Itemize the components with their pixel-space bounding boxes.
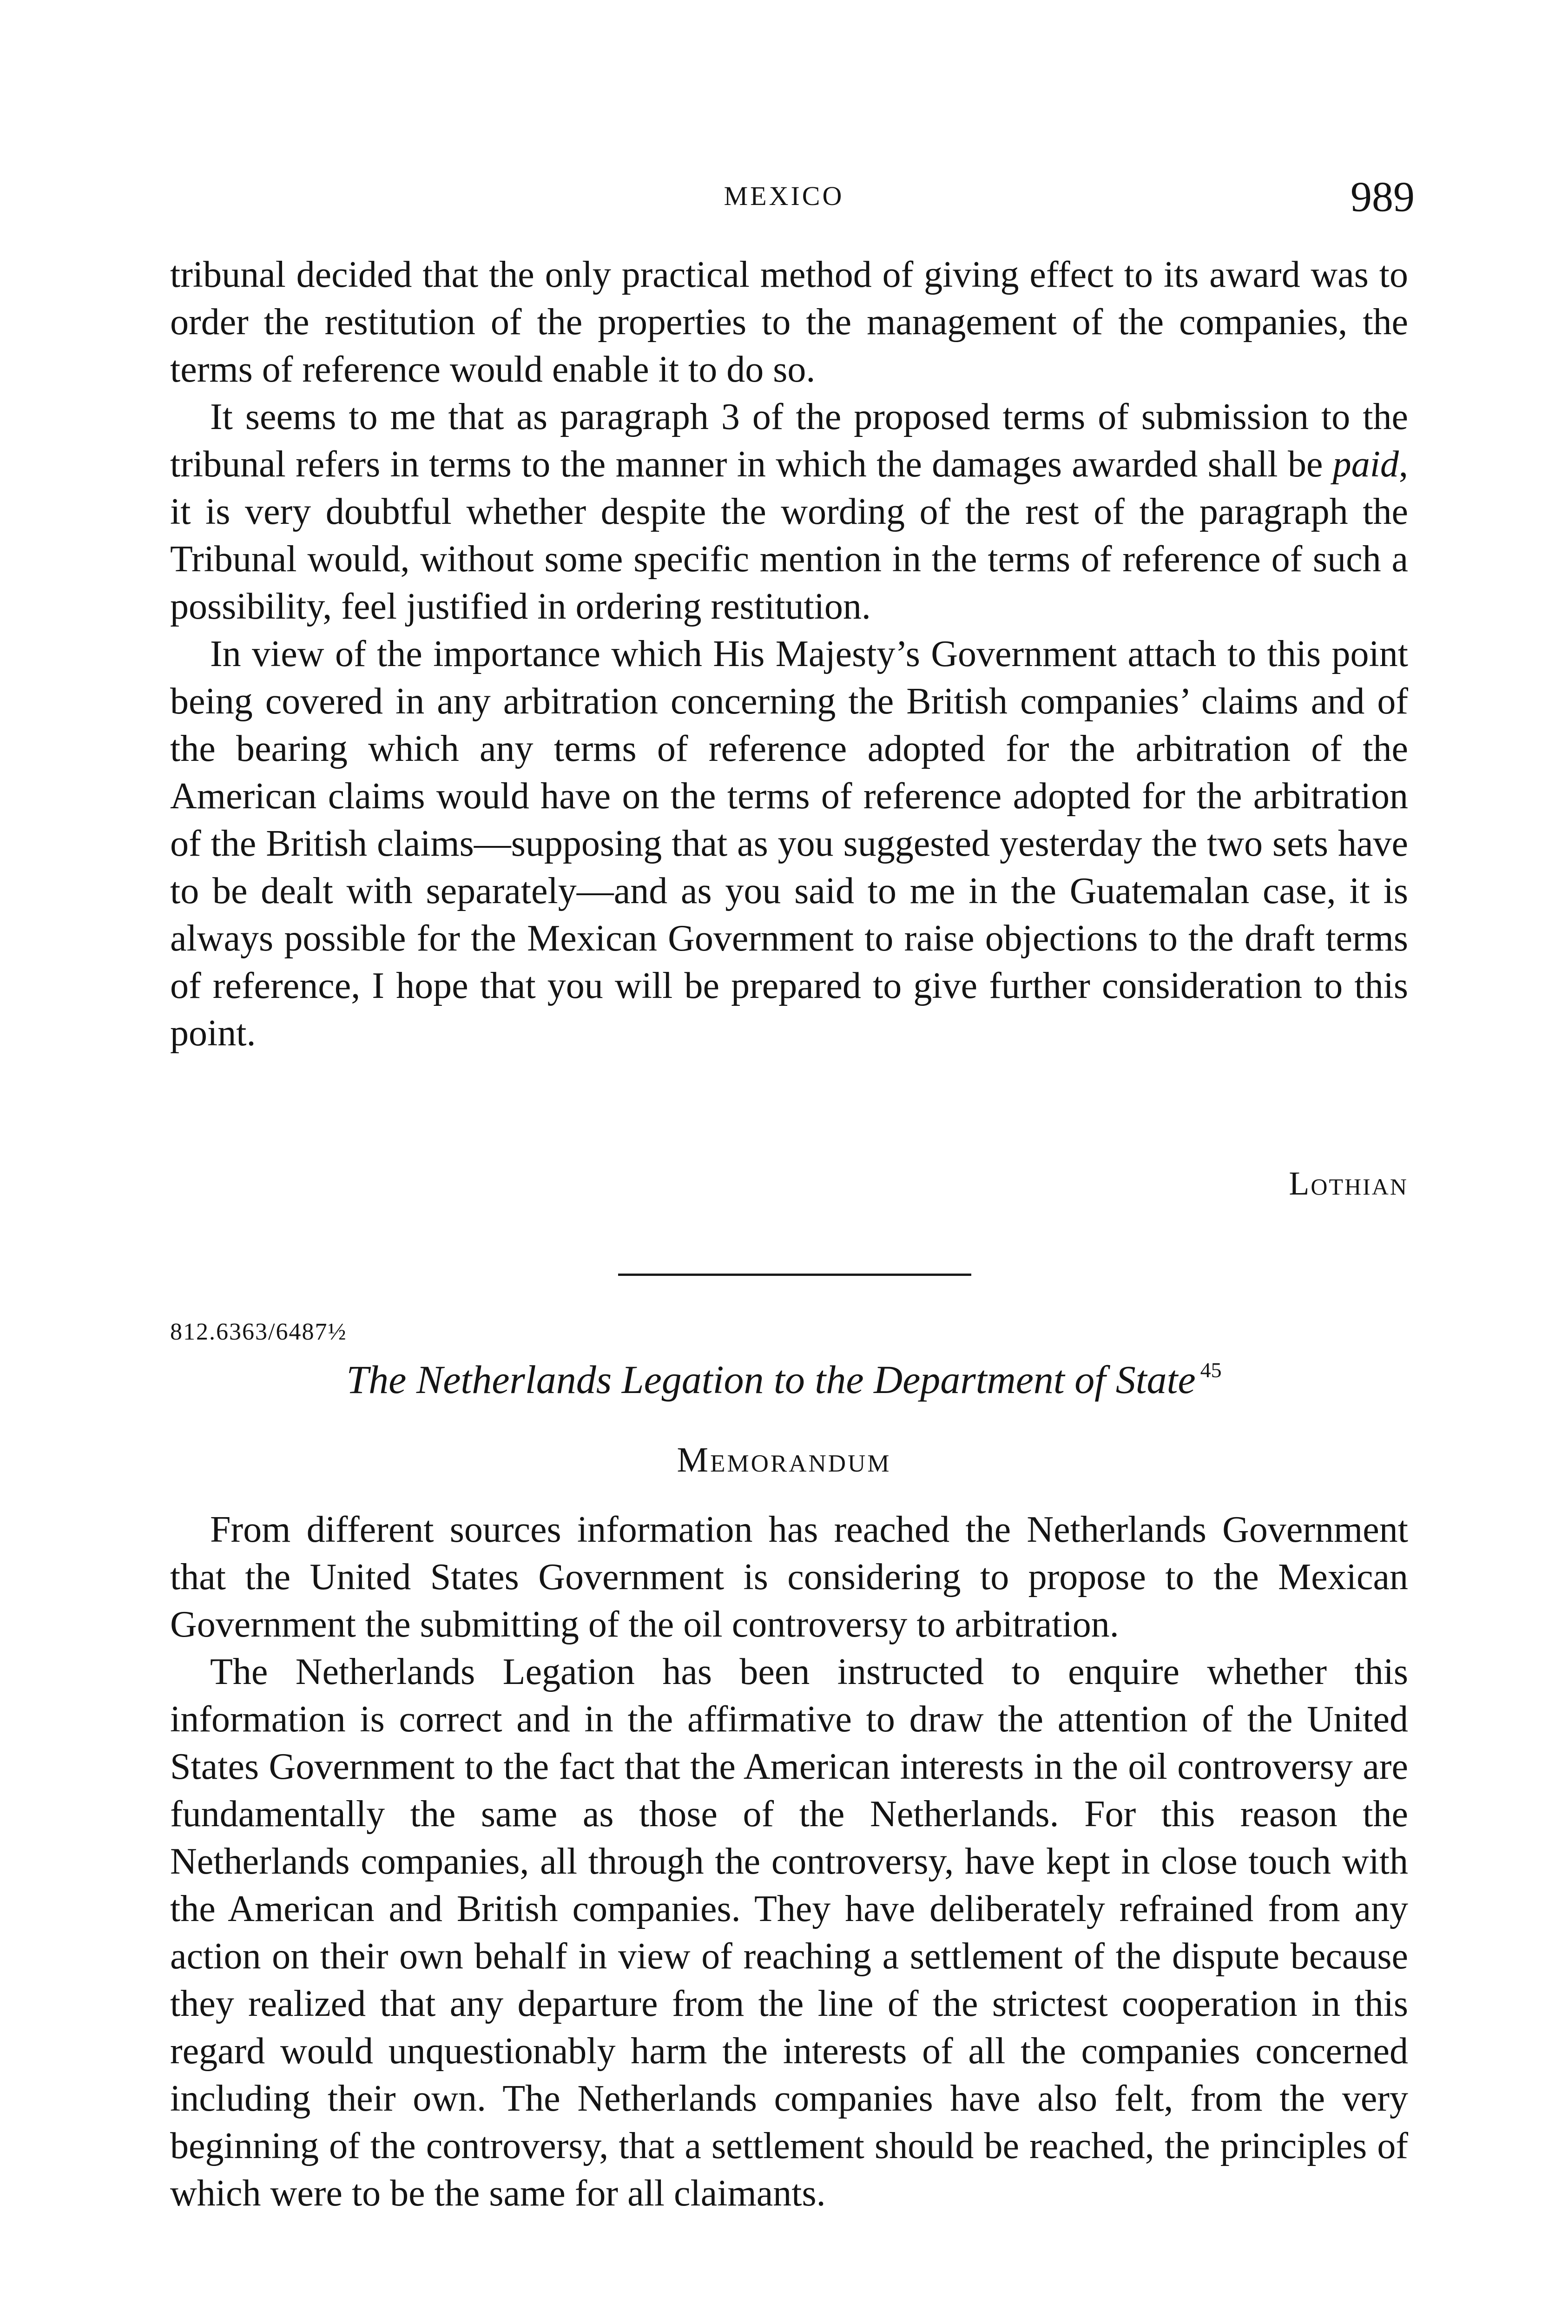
running-head [0, 172, 1568, 228]
page-number: 989 [1351, 173, 1415, 220]
emphasized-word: paid [1332, 444, 1399, 485]
document-title [0, 1356, 1568, 1403]
paragraph-text: , it is very doubtful whether despite the wording of the rest of the paragraph the Tribunal would, without some specific mention in the terms of reference of such a possibility, feel justified in ordering restitution. [170, 444, 1408, 627]
paragraph-continued: tribunal decided that the only practical method of giving effect to its award was to order the restitution of the properties to the management of the companies, the terms of reference would enable it to do so. [170, 254, 1408, 390]
paragraph: The Netherlands Legation has been instructed to enquire whether this information is correct and in the affirmative to draw the attention of the United States Government to the fact that the American interests in the oil controversy are fundamentally the same as those of the Netherlands. For this reason the Netherlands companies, all through the controversy, have kept in close touch with the American and British companies. They have deliberately refrained from any action on their own behalf in view of reaching a settlement of the dispute because they realized that any departure from the line of the strictest cooperation in this regard would unquestionably harm the interests of all the companies concerned including their own. The Netherlands companies have also felt, from the very beginning of the controversy, that a settlement should be reached, the principles of which were to be the same for all claimants. [170, 1651, 1408, 2214]
letter-body [170, 251, 1408, 1057]
memorandum-body [170, 1506, 1408, 2217]
document-title-text: The Netherlands Legation to the Department of State [346, 1357, 1196, 1402]
memorandum-heading: Memorandum [677, 1440, 891, 1479]
paragraph [170, 393, 1408, 630]
file-number: 812.6363/6487½ [170, 1319, 347, 1345]
paragraph-text: It seems to me that as paragraph 3 of the proposed terms of submission to the tribunal refers in terms to the manner in which the damages awarded shall be [170, 396, 1408, 485]
signature: Lothian [1289, 1165, 1408, 1202]
section-title: MEXICO [724, 181, 844, 211]
section-divider [618, 1274, 971, 1276]
paragraph: In view of the importance which His Majesty’s Government attach to this point being covered in any arbitration concerning the British companies’ claims and of the bearing which any terms of reference adopted for the arbitration of the American claims would have on the terms of reference adopted for the arbitration of the British claims—supposing that as you suggested yesterday the two sets have to be dealt with separately—and as you said to me in the Guatemalan case, it is always possible for the Mexican Government to raise objections to the draft terms of reference, I hope that you will be prepared to give further consideration to this point. [170, 634, 1408, 1054]
paragraph: From different sources information has reached the Netherlands Government that the United States Government is considering to propose to the Mexican Government the submitting of the oil controversy to arbitration. [170, 1509, 1408, 1645]
footnote-reference: 45 [1200, 1358, 1222, 1382]
